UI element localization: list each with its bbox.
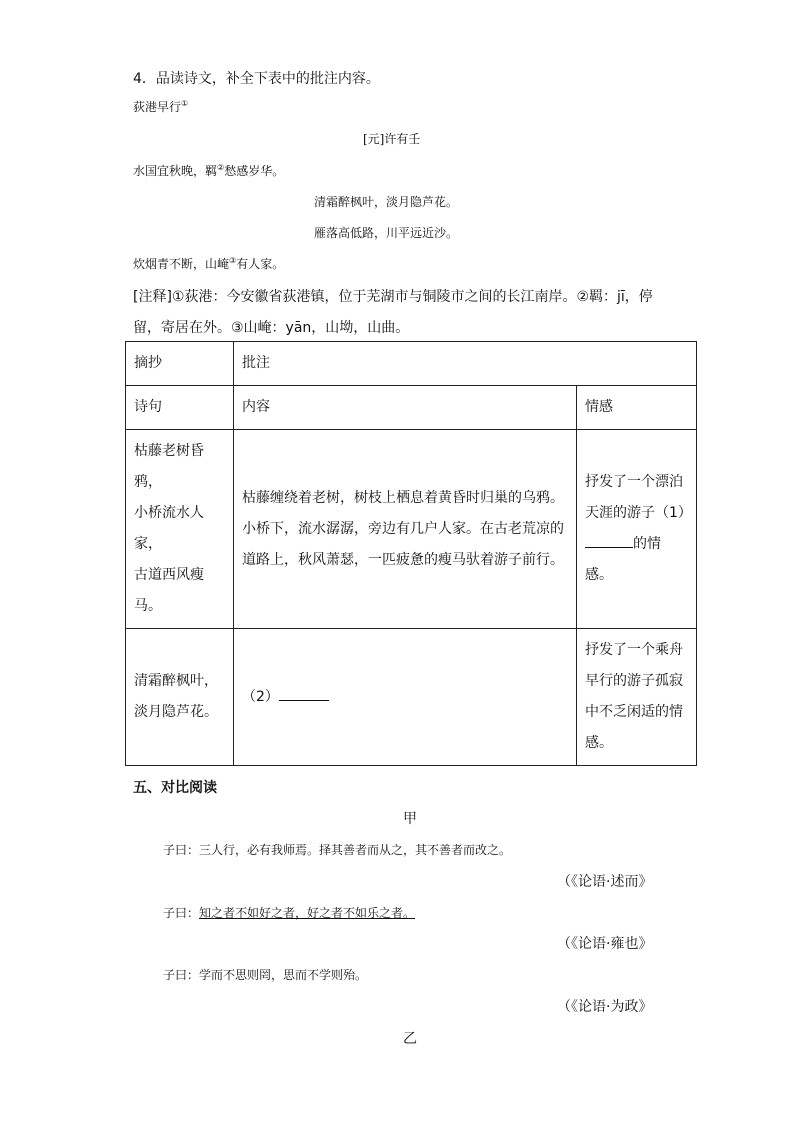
poem-line-4: 炊烟青不断，山崦③有人家。 [133, 256, 285, 271]
answer-blank-2[interactable] [279, 686, 329, 701]
row1-content: 枯藤缠绕着老树，树枝上栖息着黄昏时归巢的乌鸦。 小桥下，流水潺潺，旁边有几户人家。在古老荒凉的 道路上，秋风萧瑟，一匹疲惫的瘦马驮着游子前行。 [234, 430, 577, 629]
source-3: （《论语·为政》 [557, 999, 653, 1015]
header-emotion: 情感 [577, 386, 697, 430]
answer-blank-1[interactable] [585, 533, 633, 548]
source-2: （《论语·雍也》 [557, 936, 653, 952]
source-1: （《论语·述而》 [557, 874, 653, 890]
poem-line-1: 水国宜秋晚，羁②愁感岁华。 [133, 163, 285, 178]
passage-label-yi: 乙 [403, 1031, 417, 1047]
row2-poem-line: 清霜醉枫叶， 淡月隐芦花。 [126, 629, 234, 766]
header-content: 内容 [234, 386, 577, 430]
question-prompt: 4．品读诗文，补全下表中的批注内容。 [133, 71, 380, 87]
quote-1: 子曰：三人行，必有我师焉。择其善者而从之，其不善者而改之。 [163, 843, 512, 857]
row1-poem-line: 枯藤老树昏鸦， 小桥流水人家， 古道西风瘦马。 [126, 430, 234, 629]
quote-2: 子曰：知之者不如好之者，好之者不如乐之者。 [163, 906, 416, 920]
quote-3: 子曰：学而不思则罔，思而不学则殆。 [163, 968, 368, 982]
section-heading: 五、对比阅读 [133, 780, 217, 796]
poem-line-2: 清霜醉枫叶，淡月隐芦花。 [314, 195, 459, 209]
poem-line-3: 雁落高低路，川平远近沙。 [314, 226, 459, 240]
row1-emotion: 抒发了一个漂泊 天涯的游子（1） 的情感。 [577, 430, 697, 629]
header-comment: 批注 [234, 342, 697, 386]
row2-emotion: 抒发了一个乘舟 早行的游子孤寂 中不乏闲适的情 感。 [577, 629, 697, 766]
poem-title: 荻港早行① [133, 99, 189, 114]
poem-author: [元]许有壬 [363, 132, 421, 146]
header-poem-line: 诗句 [126, 386, 234, 430]
passage-label-jia: 甲 [403, 811, 417, 827]
annotation-table [125, 341, 697, 766]
row2-content: （2） [234, 629, 577, 766]
annotation-line-2: 留，寄居在外。③山崦：yān，山坳，山曲。 [133, 320, 410, 336]
annotation-line-1: [注释]①荻港：今安徽省荻港镇，位于芜湖市与铜陵市之间的长江南岸。②羁：jī，停 [133, 289, 653, 305]
header-excerpt: 摘抄 [126, 342, 234, 386]
